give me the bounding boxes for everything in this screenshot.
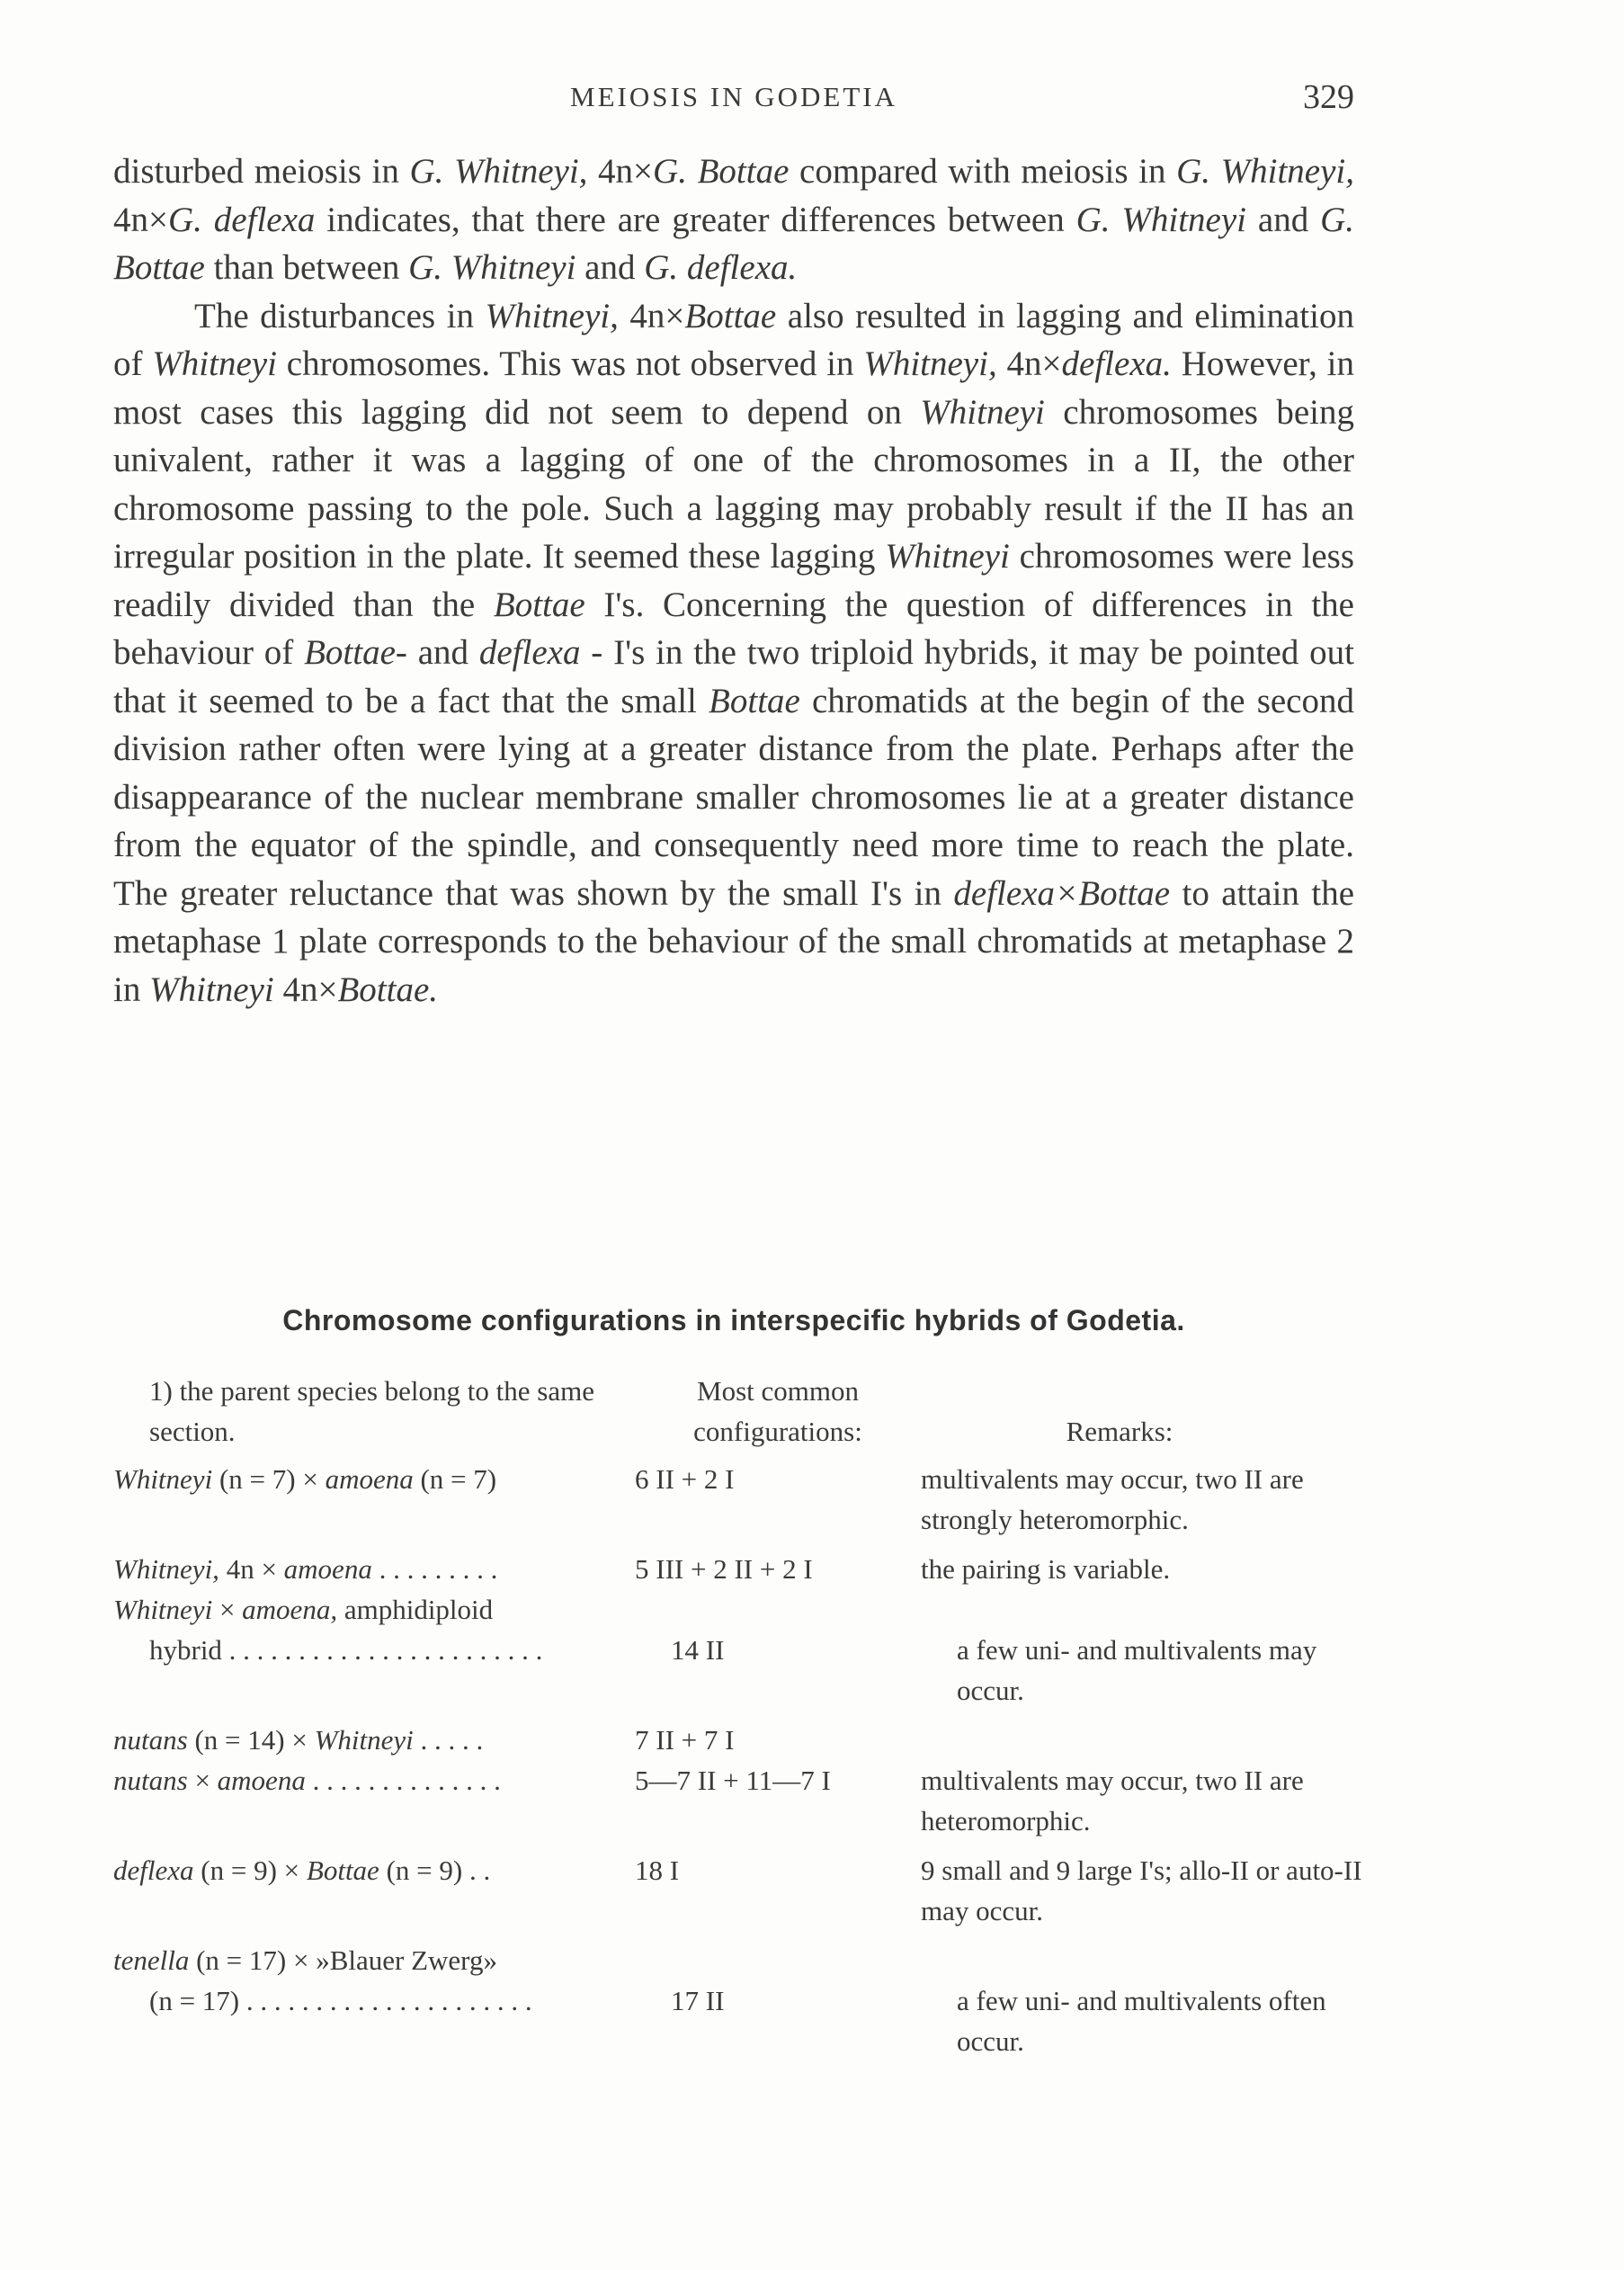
species-name: amoena <box>325 1463 414 1495</box>
remark-cell: a few uni- and multivalents may occur. <box>957 1634 1317 1706</box>
italic-run: Bottae- <box>304 633 407 672</box>
text-run: than between <box>204 248 409 287</box>
text-run: disturbed meiosis in <box>113 152 410 191</box>
table-row <box>113 1760 1372 1841</box>
table-row <box>113 1720 1372 1760</box>
cross-text: (n = 7) <box>413 1463 497 1495</box>
text-run: chromosomes were less readily divided than the <box>113 537 1354 624</box>
cross-cell <box>113 1940 635 1980</box>
species-name: tenella <box>113 1944 190 1976</box>
italic-run: Bottae. <box>337 970 439 1009</box>
cross-cell <box>113 1630 671 1711</box>
header-parent-species: 1) the parent species belong to the same section. <box>149 1375 594 1447</box>
text-run: indicates, that there are greater differences between <box>315 200 1076 239</box>
text-run: The disturbances in <box>194 296 486 335</box>
remark-cell <box>921 1940 1372 1980</box>
configuration-cell: 14 II <box>671 1634 725 1666</box>
remark-cell: a few uni- and multivalents often occur. <box>957 1985 1326 2057</box>
table-header <box>113 1371 1372 1452</box>
italic-run: G. deflexa <box>168 200 316 239</box>
cross-text: (n = 7) × <box>212 1463 326 1495</box>
configuration-cell <box>635 1589 921 1630</box>
species-name: Whitneyi, <box>113 1553 219 1585</box>
remark-cell <box>921 1589 1372 1630</box>
cross-text: × <box>212 1594 243 1625</box>
page-number: 329 <box>1303 78 1354 116</box>
italic-run: G. Bottae <box>653 152 790 191</box>
cross-cell <box>113 1850 635 1931</box>
cross-text: (n = 17) × »Blauer Zwerg» <box>189 1944 497 1976</box>
cross-text: . . . . . <box>413 1724 484 1756</box>
italic-run: G. Bottae <box>113 200 1355 287</box>
text-run: and <box>576 248 645 287</box>
cross-cell <box>113 1760 635 1841</box>
cross-cell <box>113 1980 671 2061</box>
italic-run: G. Whitneyi, <box>409 152 588 191</box>
table-row <box>113 1549 1372 1589</box>
text-run: - I's in the two triploid hybrids, it may be pointed out that it seemed to be a fact that the small <box>113 633 1355 720</box>
configuration-cell: 5 III + 2 II + 2 I <box>635 1553 813 1585</box>
italic-run: G. Whitneyi <box>1075 200 1246 239</box>
header-configurations: Most common configurations: <box>693 1375 862 1447</box>
cross-text: (n = 9) × <box>193 1854 307 1886</box>
species-name: deflexa <box>113 1854 194 1886</box>
text-run: also resulted in lagging and elimination of <box>113 296 1354 383</box>
italic-run: Bottae <box>684 296 777 335</box>
species-name: Whitneyi <box>314 1724 414 1756</box>
cross-text: . . . . . . . . . . . . . . <box>305 1765 501 1796</box>
species-name: amoena <box>217 1765 306 1796</box>
remark-cell: the pairing is variable. <box>921 1553 1171 1585</box>
cross-text: × <box>187 1765 218 1796</box>
species-name: nutans <box>113 1765 188 1796</box>
table-row <box>113 1459 1372 1540</box>
italic-run: Bottae <box>709 681 800 720</box>
cross-cell <box>113 1549 635 1589</box>
species-name: Whitneyi <box>113 1463 213 1495</box>
text-run: chromatids at the begin of the second division rather often were lying at a greater distance from the plate. Perhaps after the disappearance of the nuclear membrane smaller chromosomes lie at a greater distance from the equator of the spindle, and consequently need more time to reach the plate. The greater reluctance that was shown by the small I's in <box>113 681 1354 913</box>
species-name: Bottae <box>306 1854 379 1886</box>
page-header <box>113 77 1354 122</box>
text-run: and <box>406 633 479 672</box>
italic-run: Whitneyi <box>920 392 1045 432</box>
italic-run: G. deflexa. <box>644 248 798 287</box>
configuration-cell: 5—7 II + 11—7 I <box>635 1765 831 1796</box>
italic-run: Whitneyi <box>149 970 274 1009</box>
remark-cell: 9 small and 9 large I's; allo-II or auto-II may occur. <box>921 1854 1362 1926</box>
table-row <box>113 1589 1372 1630</box>
species-name: nutans <box>113 1724 188 1756</box>
italic-run: G. Whitneyi <box>408 248 576 287</box>
italic-run: G. Whitneyi, <box>1176 152 1354 191</box>
configuration-cell: 18 I <box>635 1854 680 1886</box>
italic-run: Whitneyi <box>885 537 1010 576</box>
table-row <box>113 1940 1372 1980</box>
configurations-table <box>113 1371 1372 2061</box>
cross-text: (n = 9) . . <box>379 1854 491 1886</box>
species-name: amoena <box>283 1553 372 1585</box>
cross-text: amphidiploid <box>337 1594 494 1625</box>
table-body <box>113 1459 1372 2061</box>
text-run: 4n× <box>996 344 1062 383</box>
configuration-cell <box>635 1940 921 1980</box>
species-name: Whitneyi <box>113 1594 213 1625</box>
running-head: MEIOSIS IN GODETIA <box>570 81 897 112</box>
italic-run: Whitneyi <box>152 344 277 383</box>
species-name: amoena, <box>242 1594 338 1625</box>
configuration-cell: 17 II <box>671 1985 725 2016</box>
italic-run: deflexa×Bottae <box>953 873 1171 913</box>
configuration-cell: 7 II + 7 I <box>635 1724 735 1756</box>
cross-cell <box>113 1459 635 1540</box>
cross-cell <box>113 1720 635 1760</box>
text-run: 4n× <box>618 296 685 335</box>
text-run: chromosomes being univalent, rather it was a lagging of one of the chromosomes in a II, the other chromosome passing to the pole. Such a lagging may probably result if the II has an irregular position in the plate. It seemed these lagging <box>113 392 1354 576</box>
text-run: However, in most cases this lagging did not seem to depend on <box>113 344 1354 432</box>
cross-text: (n = 14) × <box>187 1724 315 1756</box>
table-row <box>113 1630 1372 1711</box>
text-run: I's. Concerning the question of differences in the behaviour of <box>113 585 1354 672</box>
table-title: Chromosome configurations in interspecific hybrids of Godetia. <box>282 1304 1185 1336</box>
italic-run: deflexa. <box>1061 344 1172 383</box>
configuration-cell: 6 II + 2 I <box>635 1463 735 1495</box>
italic-run: deflexa <box>478 633 581 672</box>
table-row <box>113 1850 1372 1931</box>
remark-cell <box>921 1720 1372 1760</box>
text-run: to attain the metaphase 1 plate corresponds to the behaviour of the small chromatids at metaphase 2 in <box>113 873 1355 1009</box>
header-remarks: Remarks: <box>1066 1416 1173 1447</box>
text-run: 4n× <box>113 200 168 239</box>
remark-cell: multivalents may occur, two II are strongly heteromorphic. <box>921 1463 1304 1535</box>
italic-run: Whitneyi, <box>863 344 997 383</box>
cross-text: . . . . . . . . . <box>371 1553 498 1585</box>
cross-text: hybrid . . . . . . . . . . . . . . . . . . . . . . . <box>149 1634 543 1666</box>
cross-cell <box>113 1589 635 1630</box>
italic-run: Bottae <box>493 585 585 624</box>
text-run: chromosomes. This was not observed in <box>276 344 864 383</box>
table-row <box>113 1980 1372 2061</box>
paragraph-1 <box>113 147 1354 292</box>
italic-run: Whitneyi, <box>485 296 619 335</box>
text-run: 4n× <box>587 152 654 191</box>
text-run: 4n× <box>273 970 338 1009</box>
text-run: and <box>1246 200 1321 239</box>
paragraph-2 <box>113 292 1354 1014</box>
remark-cell: multivalents may occur, two II are heteromorphic. <box>921 1765 1304 1837</box>
body-text <box>113 147 1354 1014</box>
text-run: compared with meiosis in <box>789 152 1177 191</box>
cross-text: 4n × <box>219 1553 284 1585</box>
cross-text: (n = 17) . . . . . . . . . . . . . . . . . . . . . <box>149 1985 532 2016</box>
